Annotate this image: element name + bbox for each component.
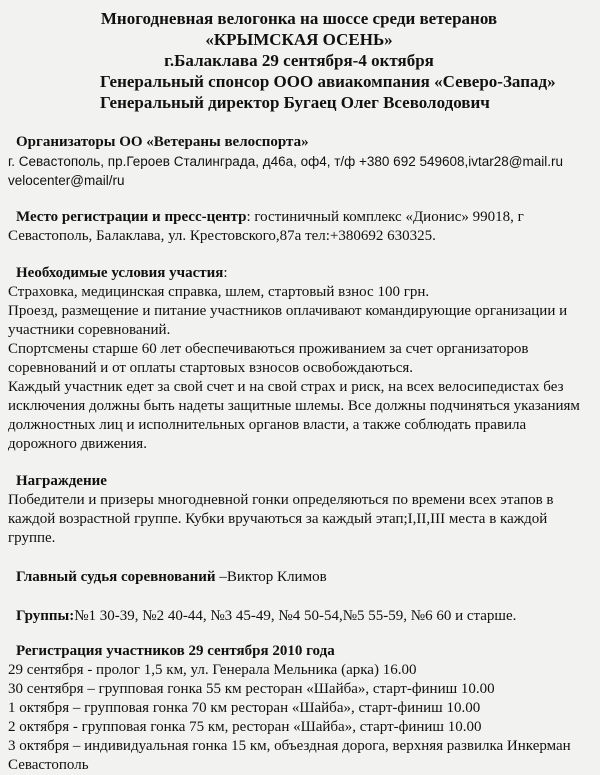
conditions-line: должностных лиц и исполнительных органов власти, а также соблюдать правила — [8, 417, 527, 433]
registration-place-section — [8, 208, 590, 246]
general-sponsor: Генеральный спонсор ООО авиакомпания «Северо-Запад» — [100, 72, 556, 91]
registration-place-line2: Севастополь, Балаклава, ул. Крестовского,87а тел:+380692 630325. — [8, 228, 436, 244]
awards-line: каждой возрастной группе. Кубки вручаються за каждый этап;I,II,III места в каждой — [8, 511, 548, 527]
conditions-section — [8, 264, 590, 454]
event-title: Многодневная велогонка на шоссе среди ветеранов — [100, 9, 498, 28]
event-location-dates: г.Балаклава 29 сентября-4 октября — [164, 51, 434, 70]
judge-line — [8, 568, 590, 587]
conditions-line: соревнований и от оплаты стартовых взносов освобождаються. — [8, 360, 414, 376]
judge-name: –Виктор Климов — [215, 569, 327, 585]
registration-place-line1 — [8, 208, 590, 227]
conditions-title: Необходимые условия участия — [16, 265, 224, 281]
event-name: «КРЫМСКАЯ ОСЕНЬ» — [205, 30, 393, 49]
conditions-line: Каждый участник едет за свой счет и на свой страх и риск, на всех велосипедистах без — [8, 379, 564, 395]
schedule-line: 29 сентября - пролог 1,5 км, ул. Генерала Мельника (арка) 16.00 — [8, 662, 417, 678]
conditions-line: Проезд, размещение и питание участников оплачивают командирующие организации и — [8, 303, 568, 319]
conditions-line: дорожного движения. — [8, 436, 147, 452]
registration-place-title: Место регистрации и пресс-центр — [16, 209, 247, 225]
groups-section — [8, 607, 590, 626]
groups-list: №1 30-39, №2 40-44, №3 45-49, №4 50-54,№5 55-59, №6 60 и старше. — [74, 608, 517, 624]
organizers-address: г. Севастополь, пр.Героев Сталинграда, д46а, оф4, т/ф +380 692 549608,ivtar28@mail.ru — [8, 154, 563, 169]
schedule-section — [8, 642, 590, 775]
groups-title: Группы: — [16, 608, 75, 624]
awards-line: группе. — [8, 530, 56, 546]
conditions-heading — [8, 264, 590, 283]
judge-section — [8, 568, 590, 587]
general-director: Генеральный директор Бугаец Олег Всеволодович — [100, 93, 490, 112]
schedule-line: 1 октября – групповая гонка 70 км ресторан «Шайба», старт-финиш 10.00 — [8, 700, 481, 716]
schedule-title: Регистрация участников 29 сентября 2010 года — [16, 643, 335, 659]
conditions-line: Спортсмены старше 60 лет обеспечиваються проживанием за счет организаторов — [8, 341, 529, 357]
schedule-line: 30 сентября – групповая гонка 55 км ресторан «Шайба», старт-финиш 10.00 — [8, 681, 495, 697]
organizers-section — [8, 133, 590, 190]
schedule-line: 3 октября – индивидуальная гонка 15 км, объездная дорога, верхняя развилка Инкерман — [8, 738, 571, 754]
conditions-line: участники соревнований. — [8, 322, 171, 338]
groups-line — [8, 607, 590, 626]
organizers-email: velocenter@mail/ru — [8, 173, 125, 188]
conditions-line: исключения должны быть надеты защитные шлемы. Все должны подчиняться указаниям — [8, 398, 580, 414]
document-header — [8, 8, 590, 113]
awards-title: Награждение — [16, 473, 107, 489]
conditions-line: Страховка, медицинская справка, шлем, стартовый взнос 100 грн. — [8, 284, 430, 300]
registration-place-text1: : гостиничный комплекс «Дионис» 99018, г — [246, 209, 524, 225]
awards-line: Победители и призеры многодневной гонки определяються по времени всех этапов в — [8, 492, 554, 508]
organizers-title: Организаторы ОО «Ветераны велоспорта» — [16, 134, 309, 150]
schedule-line: 2 октября - групповая гонка 75 км, ресторан «Шайба», старт-финиш 10.00 — [8, 719, 482, 735]
conditions-colon: : — [223, 265, 228, 281]
awards-section — [8, 472, 590, 548]
schedule-line: Севастополь — [8, 757, 89, 773]
judge-title: Главный судья соревнований — [16, 569, 216, 585]
